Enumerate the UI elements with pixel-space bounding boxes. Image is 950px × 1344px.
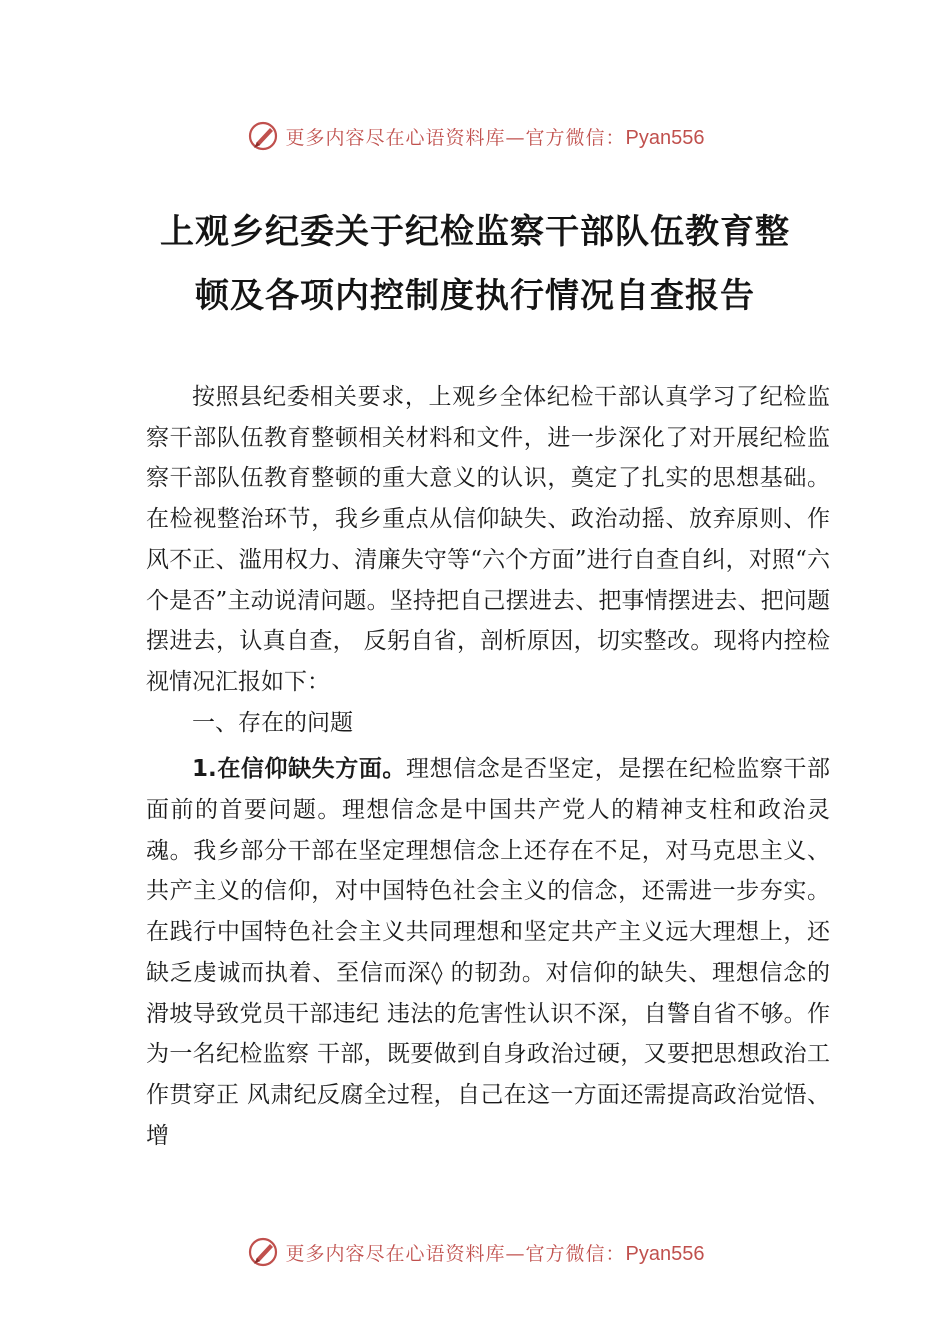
document-body	[146, 377, 830, 1156]
document-title	[100, 200, 850, 328]
intro-paragraph: 按照县纪委相关要求，上观乡全体纪检干部认真学习了纪检监察干部队伍教育整顿相关材料和文件，进一步深化了对开展纪检监察干部队伍教育整顿的重大意义的认识，奠定了扎实的思想基础。在检视整治环节，我乡重点从信仰缺失、政治动摇、放弃原则、作风不正、滥用权力、清廉失守等“六个方面”进行自查自纠，对照“六个是否”主动说清问题。坚持把自己摆进去、把事情摆进去、把问题摆进去，认真自查， 反躬自省，剖析原因，切实整改。现将内控检视情况汇报如下：	[146, 384, 830, 695]
item-1-body: 理想信念是否坚定，是摆在纪检监察干部面前的首要问题。理想信念是中国共产党人的精神支柱和政治灵魂。我乡部分干部在坚定理想信念上还存在不足，对马克思主义、共产主义的信仰，对中国特色社会主义的信念，还需进一步夯实。在践行中国特色社会主义共同理想和坚定共产主义远大理想上，还缺乏虔诚而执着、至信而深◊ 的韧劲。对信仰的缺失、理想信念的滑坡导致党员干部违纪 违法的危害性认识不深，自警自省不够。作为一名纪检监察 干部，既要做到自身政治过硬，又要把思想政治工作贯穿正 风肃纪反腐全过程，自己在这一方面还需提高政治觉悟、增	[146, 756, 831, 1149]
item-1-heading: 1.在信仰缺失方面。	[192, 756, 407, 783]
title-line-1: 上观乡纪委关于纪检监察干部队伍教育整	[160, 212, 790, 252]
pen-circle-icon	[246, 1235, 280, 1269]
watermark-text: 更多内容尽在心语资料库—官方微信：Pyan556	[285, 126, 705, 149]
footer-watermark	[0, 1232, 950, 1272]
title-line-2: 顿及各项内控制度执行情况自查报告	[195, 276, 755, 316]
watermark-wechat-id: Pyan556	[625, 1242, 705, 1265]
item-1-paragraph	[146, 749, 830, 1156]
header-watermark	[0, 116, 950, 156]
pen-circle-icon	[246, 119, 280, 153]
watermark-text: 更多内容尽在心语资料库—官方微信：Pyan556	[285, 1242, 705, 1265]
watermark-wechat-id: Pyan556	[625, 126, 705, 149]
section-heading: 一、存在的问题	[192, 709, 353, 736]
